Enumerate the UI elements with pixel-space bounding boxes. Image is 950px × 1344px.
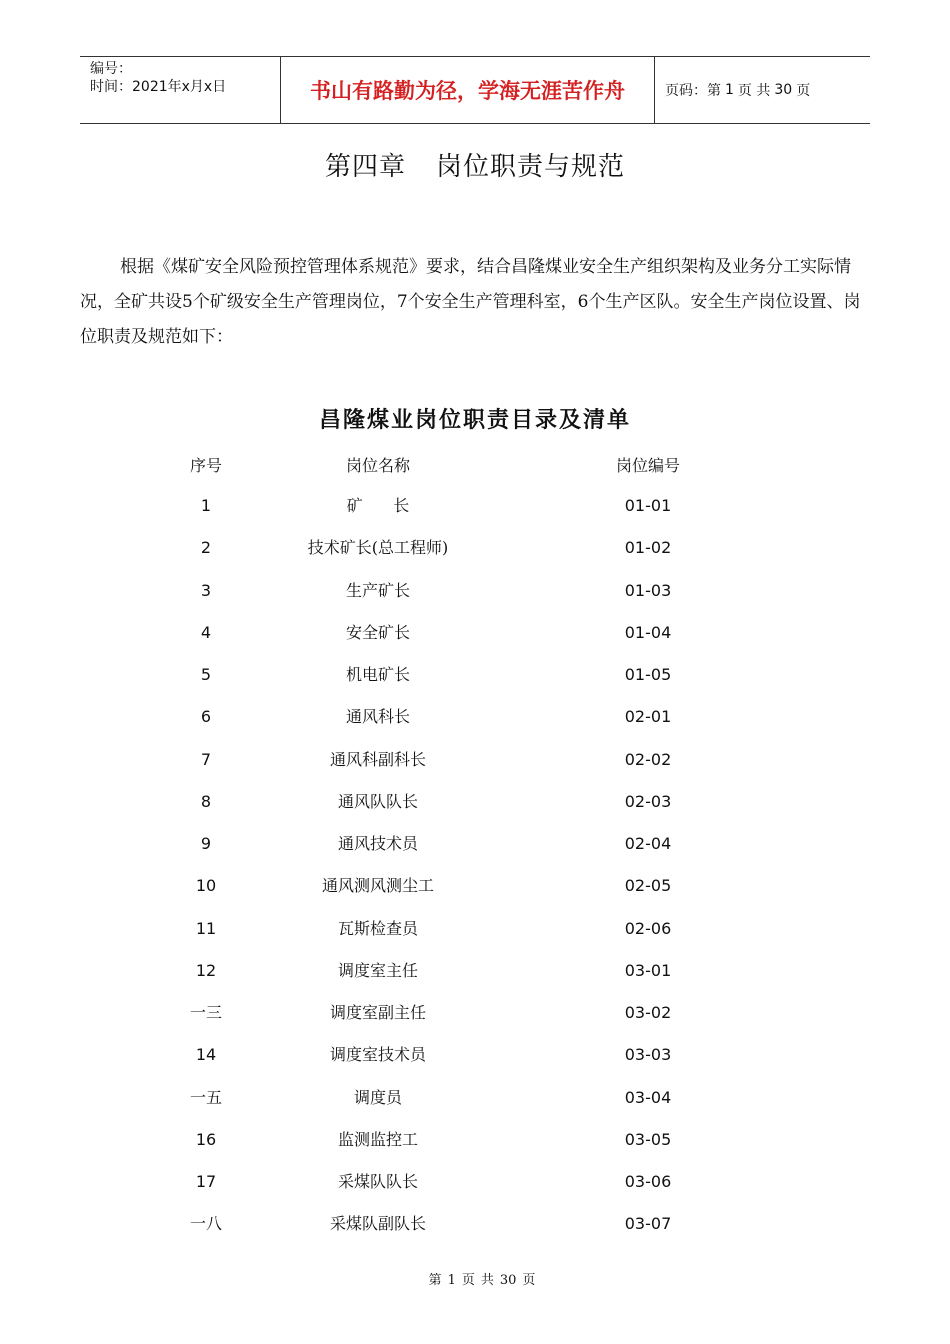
row-index: 16 xyxy=(195,1129,217,1149)
row-index: 2 xyxy=(200,538,212,558)
row-position-code: 02-02 xyxy=(624,749,672,769)
footer-page-d: 页 xyxy=(522,1273,536,1288)
table-row xyxy=(0,702,950,732)
row-position-name: 瓦斯检查员 xyxy=(337,918,418,938)
row-position-name: 调度室副主任 xyxy=(329,1003,426,1022)
list-title: 昌隆煤业岗位职责目录及清单 xyxy=(318,407,631,433)
row-index: 5 xyxy=(200,665,212,684)
row-position-code: 02-05 xyxy=(624,876,672,896)
row-index: 12 xyxy=(195,960,217,980)
table-row xyxy=(0,1083,950,1113)
row-index: 17 xyxy=(195,1172,217,1191)
footer-page-current: 1 xyxy=(447,1273,456,1288)
row-position-name: 生产矿长 xyxy=(345,580,410,600)
header-page-info xyxy=(655,57,870,123)
row-position-name: 通风科副科长 xyxy=(329,749,426,769)
row-position-name: 监测监控工 xyxy=(337,1129,418,1149)
row-index: 9 xyxy=(200,834,212,853)
row-position-code: 03-05 xyxy=(624,1129,672,1149)
row-index: 14 xyxy=(195,1045,217,1065)
footer-page-total: 30 xyxy=(499,1273,517,1288)
row-position-name: 矿 长 xyxy=(346,496,410,515)
table-row xyxy=(0,618,950,648)
row-position-name: 机电矿长 xyxy=(345,665,410,684)
row-index: 一八 xyxy=(189,1214,222,1234)
page-header xyxy=(80,56,870,124)
page-mid: 页 共 xyxy=(737,83,771,99)
row-position-code: 03-04 xyxy=(624,1087,672,1107)
column-header-name: 岗位名称 xyxy=(345,456,410,475)
table-row xyxy=(0,871,950,901)
document-number-label: 编号： xyxy=(90,61,132,77)
row-position-code: 01-01 xyxy=(624,496,672,515)
row-position-name: 通风科长 xyxy=(345,707,410,727)
row-index: 1 xyxy=(200,496,212,515)
table-row xyxy=(0,1167,950,1197)
table-row xyxy=(0,998,950,1028)
row-index: 7 xyxy=(200,749,212,769)
row-position-name: 调度室主任 xyxy=(337,960,418,980)
row-position-code: 02-06 xyxy=(624,918,672,938)
row-position-name: 采煤队副队长 xyxy=(329,1214,426,1234)
row-position-code: 03-03 xyxy=(624,1045,672,1065)
header-motto: 书山有路勤为径，学海无涯苦作舟 xyxy=(281,57,655,123)
row-position-code: 01-02 xyxy=(624,538,672,558)
row-position-code: 01-04 xyxy=(624,622,672,642)
row-position-name: 通风队队长 xyxy=(337,791,418,811)
footer-page-a: 第 xyxy=(428,1273,442,1288)
column-header-index: 序号 xyxy=(189,456,222,475)
row-position-code: 01-03 xyxy=(624,580,672,600)
row-index: 一三 xyxy=(189,1003,222,1022)
chapter-name: 岗位职责与规范 xyxy=(436,152,626,182)
row-position-code: 02-04 xyxy=(624,834,672,853)
row-index: 6 xyxy=(200,707,212,727)
row-index: 4 xyxy=(200,622,212,642)
row-position-code: 01-05 xyxy=(624,665,672,684)
row-index: 11 xyxy=(195,918,217,938)
list-header-row xyxy=(0,451,950,481)
table-row xyxy=(0,829,950,859)
page-suffix: 页 xyxy=(796,83,811,99)
row-index: 8 xyxy=(200,791,212,811)
intro-paragraph: 根据《煤矿安全风险预控管理体系规范》要求，结合昌隆煤业安全生产组织架构及业务分工实际情况，全矿共设5个矿级安全生产管理岗位，7个安全生产管理科室，6个生产区队。安全生产岗位设置、岗位职责及规范如下： xyxy=(80,257,861,347)
page-total: 30 xyxy=(774,82,793,98)
footer-page-c: 共 xyxy=(480,1273,494,1288)
row-position-code: 03-01 xyxy=(624,960,672,980)
chapter-number: 第四章 xyxy=(324,152,406,182)
row-position-name: 调度员 xyxy=(353,1087,402,1107)
table-row xyxy=(0,1125,950,1155)
table-row xyxy=(0,787,950,817)
row-position-code: 02-01 xyxy=(624,707,672,727)
table-row xyxy=(0,914,950,944)
row-index: 3 xyxy=(200,580,212,600)
row-position-code: 03-02 xyxy=(624,1003,672,1022)
chapter-title xyxy=(0,146,950,183)
table-row xyxy=(0,660,950,690)
table-row xyxy=(0,1209,950,1239)
table-row xyxy=(0,576,950,606)
footer-page-b: 页 xyxy=(461,1273,475,1288)
table-row xyxy=(0,491,950,521)
row-position-name: 通风技术员 xyxy=(337,834,418,853)
row-position-name: 通风测风测尘工 xyxy=(321,876,434,896)
row-position-code: 03-07 xyxy=(624,1214,672,1234)
row-position-name: 调度室技术员 xyxy=(329,1045,426,1065)
table-row xyxy=(0,745,950,775)
table-row xyxy=(0,1040,950,1070)
row-position-name: 技术矿长(总工程师) xyxy=(307,538,449,558)
row-position-code: 03-06 xyxy=(624,1172,672,1191)
table-row xyxy=(0,533,950,563)
row-position-code: 02-03 xyxy=(624,791,672,811)
row-index: 一五 xyxy=(189,1087,222,1107)
row-position-name: 采煤队队长 xyxy=(337,1172,418,1191)
row-position-name: 安全矿长 xyxy=(345,622,410,642)
table-row xyxy=(0,956,950,986)
header-meta xyxy=(80,57,281,123)
page-footer xyxy=(0,1269,950,1288)
document-time-label: 时间：2021年x月x日 xyxy=(90,79,227,95)
row-index: 10 xyxy=(195,876,217,896)
column-header-code: 岗位编号 xyxy=(615,456,680,475)
page-prefix: 页码：第 xyxy=(665,83,721,99)
page-current: 1 xyxy=(725,82,734,98)
